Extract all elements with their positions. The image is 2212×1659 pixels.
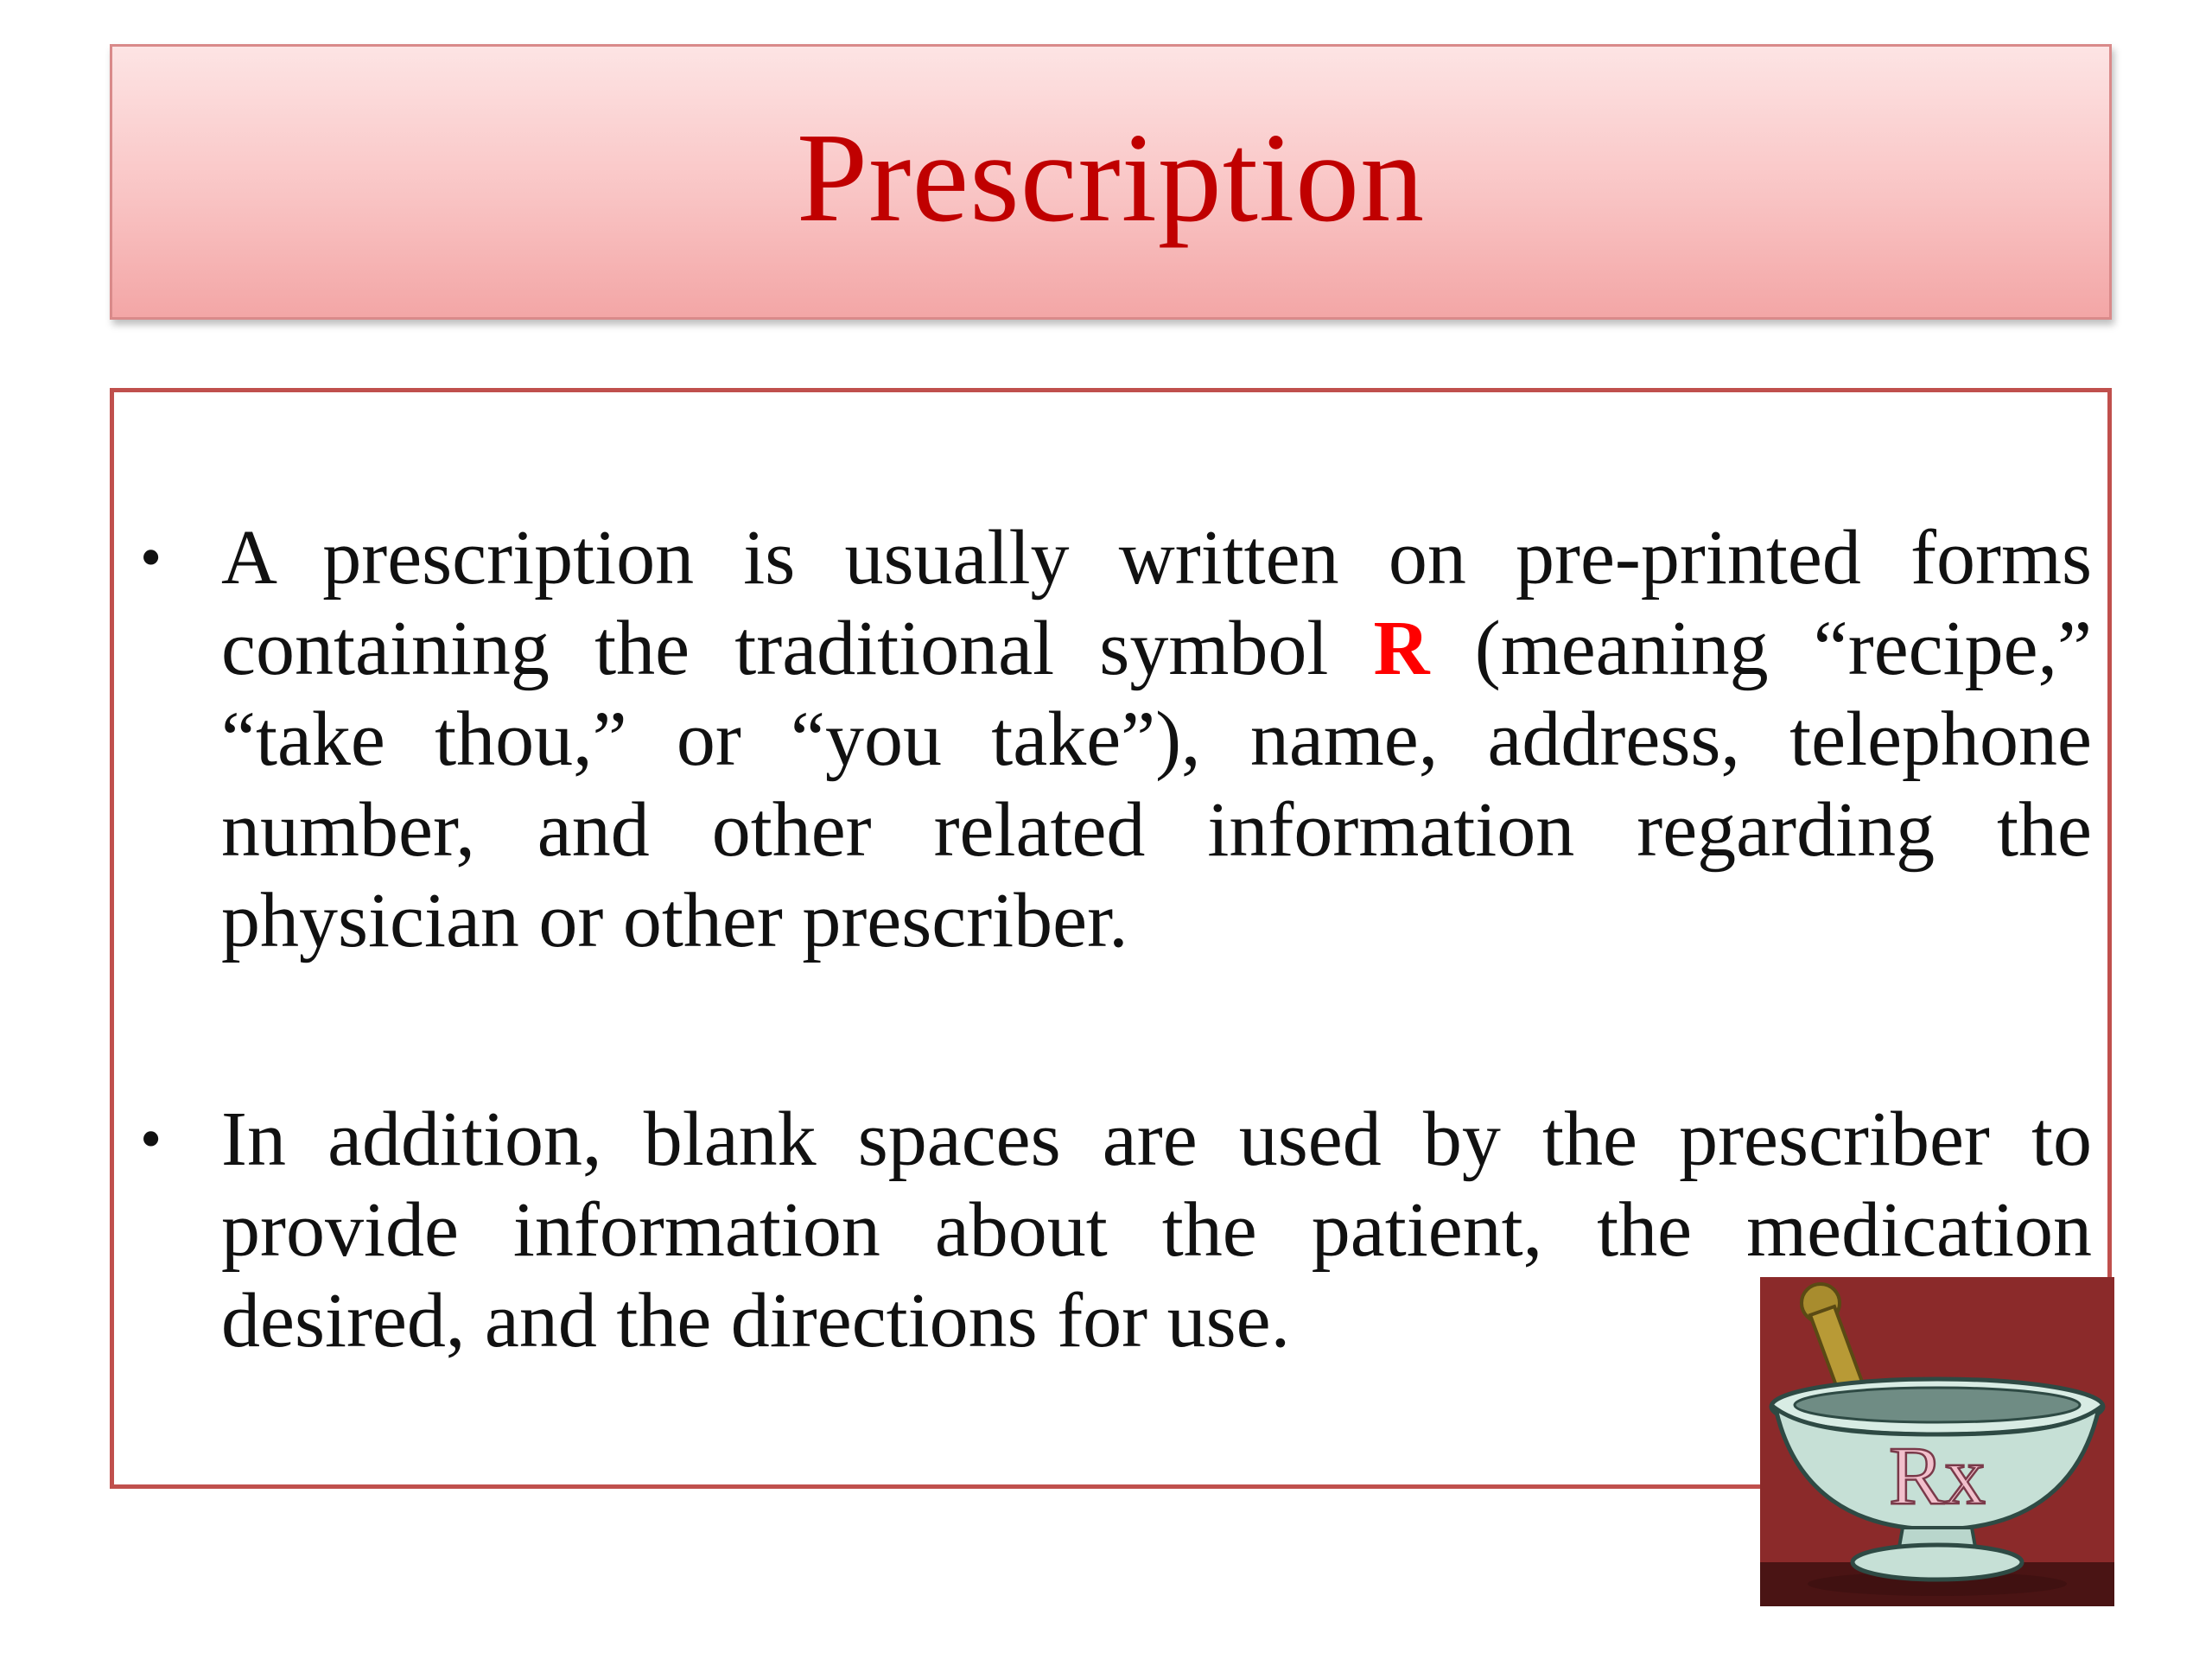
bullet-2-text: In addition, blank spaces are used by the prescriber to provide information about the patient, the medication desired, and the directions for use. [221, 1096, 2092, 1363]
slide-title: Prescription [796, 106, 1426, 249]
mortar-and-pestle-icon [1760, 1277, 2114, 1606]
bullet-1-text-end: (meaning “recipe,” “take thou,” or “you take”), name, address, telephone number, and other related information regarding the physician or other prescriber. [221, 606, 2092, 963]
rx-symbol: R [1373, 606, 1430, 691]
bullet-item-1 [140, 512, 2092, 966]
bullet-dot: • [140, 1104, 162, 1173]
rx-label: Rx [1888, 1429, 1986, 1522]
bullet-dot: • [140, 523, 162, 592]
title-banner [110, 44, 2112, 320]
bullet-1-text-start: A prescription is usually written on pre-printed forms containing the traditional symbol [221, 515, 2092, 691]
